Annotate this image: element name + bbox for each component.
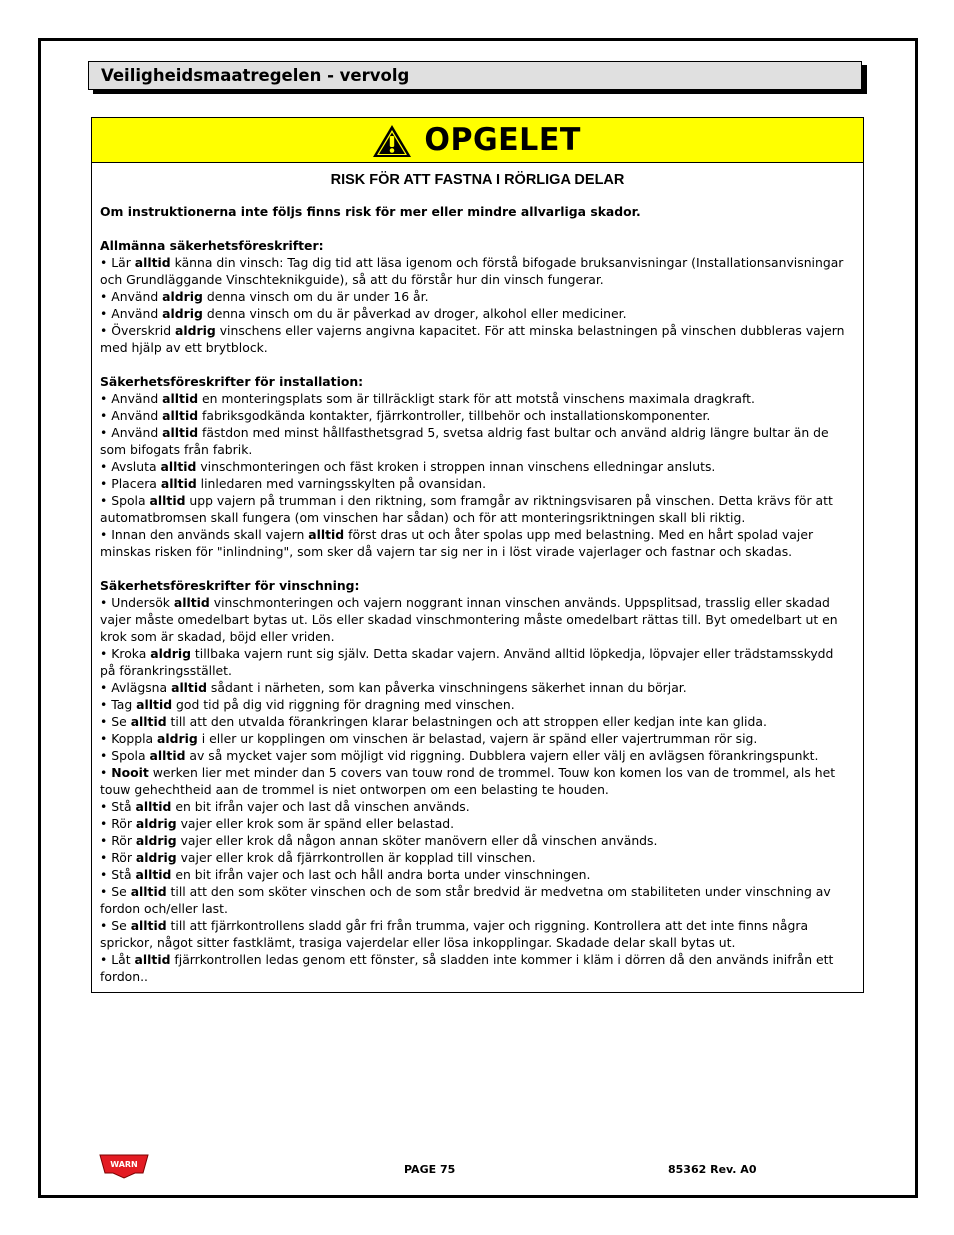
bullet-item	[100, 798, 850, 815]
bullet-item	[100, 305, 850, 322]
bullet-text-post: werken lier met minder dan 5 covers van touw rond de trommel. Touw kon komen los van de trommel, als het touw gehechtheid aan de trommel is niet ontworpen om een belasting te houden.	[100, 765, 836, 797]
bullet-emphasis: alltid	[130, 918, 167, 933]
bullet-text-pre: • Se	[100, 714, 131, 729]
bullet-text-pre: • Spola	[100, 748, 150, 763]
bullet-text-pre: • Använd	[100, 306, 163, 321]
bullet-item	[100, 832, 850, 849]
bullet-item	[100, 883, 850, 917]
warn-logo	[99, 1153, 149, 1179]
section-header	[88, 61, 862, 90]
bullet-text-post: vajer eller krok då någon annan sköter manövern eller då vinschen används.	[176, 833, 658, 848]
bullet-text-post: fästdon med minst hållfasthetsgrad 5, svetsa aldrig fast bultar och använd aldrig längre bultar än de som bifogats från fabrik.	[100, 425, 829, 457]
bullet-text-post: till att fjärrkontrollens sladd går fri från trumma, vajer och riggning. Kontrollera att det inte finns några sprickor, något sitter fastklämt, trasiga vajerdelar eller lösa inkopplingar. Skadade delar skall bytas ut.	[100, 918, 809, 950]
bullet-emphasis: alltid	[134, 255, 171, 270]
bullet-text-pre: • Rör	[100, 833, 136, 848]
bullet-text-pre: • Lär	[100, 255, 135, 270]
bullet-emphasis: aldrig	[162, 289, 203, 304]
bullet-item	[100, 679, 850, 696]
bullet-item	[100, 866, 850, 883]
bullet-text-post: vinschmonteringen och vajern noggrant innan vinschen används. Uppsplitsad, trasslig eller skadad vajer måste omedelbart bytas ut. Lös eller skadad vinschmontering måste omedelbart rättas till. Byt omedelbart ut en krok som är skadad, böjd eller vriden.	[100, 595, 838, 644]
bullet-item	[100, 594, 850, 645]
bullet-emphasis: alltid	[162, 391, 199, 406]
bullet-text-post: linledaren med varningsskylten på ovansidan.	[196, 476, 487, 491]
bullet-text-post: vinschens eller vajerns angivna kapacitet. För att minska belastningen på vinschen dubbleras vajern med hjälp av ett brytblock.	[100, 323, 845, 355]
bullet-item	[100, 492, 850, 526]
bullet-text-post: en monteringsplats som är tillräckligt stark för att motstå vinschens maximala dragkraft.	[198, 391, 755, 406]
bullet-emphasis: alltid	[136, 697, 173, 712]
bullet-emphasis: aldrig	[135, 850, 177, 865]
section-title: Veiligheidsmaatregelen - vervolg	[101, 66, 410, 85]
warning-title: OPGELET	[424, 122, 581, 158]
bullet-text-pre: • Placera	[100, 476, 161, 491]
bullet-text-pre: • Använd	[100, 391, 163, 406]
bullet-text-pre: • Överskrid	[100, 323, 176, 338]
bullet-emphasis: aldrig	[135, 816, 177, 831]
warning-triangle-icon	[372, 124, 412, 158]
bullet-text-post: en bit ifrån vajer och last och håll andra borta under vinschningen.	[171, 867, 591, 882]
bullet-text-post: i eller ur kopplingen om vinschen är belastad, vajern är spänd eller vajertrumman rör sig.	[197, 731, 758, 746]
bullet-item	[100, 696, 850, 713]
bullet-emphasis: alltid	[160, 476, 197, 491]
bullet-emphasis: alltid	[135, 799, 172, 814]
section-heading: Säkerhetsföreskrifter för vinschning:	[100, 578, 360, 593]
bullet-item	[100, 747, 850, 764]
section-heading: Säkerhetsföreskrifter för installation:	[100, 374, 364, 389]
bullet-text-pre: • Se	[100, 884, 131, 899]
bullet-text-pre: • Avlägsna	[100, 680, 172, 695]
bullet-text-post: först dras ut och åter spolas upp med belastning. Med en hårt spolad vajer minskas risken för "inlindning", som sker då vajern tar sig ner in i löst virade vajerlager och fastnar och skadas.	[100, 527, 814, 559]
bullet-text-pre: • Stå	[100, 799, 136, 814]
bullet-item	[100, 390, 850, 407]
bullet-text-pre: • Rör	[100, 850, 136, 865]
bullet-emphasis: aldrig	[135, 833, 177, 848]
bullet-text-pre: • Avsluta	[100, 459, 161, 474]
bullet-item	[100, 730, 850, 747]
bullet-emphasis: alltid	[171, 680, 207, 695]
bullet-item	[100, 645, 850, 679]
bullet-emphasis: alltid	[173, 595, 210, 610]
warning-box	[91, 117, 864, 993]
bullet-item	[100, 475, 850, 492]
bullet-text-post: vajer eller krok som är spänd eller belastad.	[176, 816, 455, 831]
bullet-text-post: upp vajern på trumman i den riktning, som framgår av riktningsvisaren på vinschen. Detta krävs för att automatbromsen skall fungera (om vinschen har sådan) och för att monteringsriktningen skall bli riktig.	[100, 493, 833, 525]
risk-title: RISK FÖR ATT FASTNA I RÖRLIGA DELAR	[330, 172, 625, 188]
bullet-text-post: känna din vinsch: Tag dig tid att läsa igenom och förstå bifogade bruksanvisningar (Installationsanvisningar och Grundläggande Vinschteknikguide), så att du förstår hur din vinsch fungerar.	[100, 255, 844, 287]
bullet-text-pre: • Innan den används skall vajern	[100, 527, 309, 542]
bullet-text-post: tillbaka vajern runt sig själv. Detta skadar vajern. Använd alltid löpkedja, löpvajer eller trädstamsskydd på förankringsstället.	[100, 646, 834, 678]
bullet-text-pre: • Använd	[100, 289, 163, 304]
bullet-text-pre: • Kroka	[100, 646, 151, 661]
bullet-item	[100, 407, 850, 424]
bullet-text-post: till att den som sköter vinschen och de som står bredvid är medvetna om stabiliteten under vinschning av fordon och/eller last.	[100, 884, 831, 916]
svg-text:WARN: WARN	[110, 1160, 138, 1169]
bullet-text-pre: • Spola	[100, 493, 150, 508]
bullet-text-pre: • Undersök	[100, 595, 174, 610]
bullet-text-post: vajer eller krok då fjärrkontrollen är kopplad till vinschen.	[176, 850, 536, 865]
lead-statement: Om instruktionerna inte följs finns risk för mer eller mindre allvarliga skador.	[100, 204, 641, 219]
bullet-text-pre: • Rör	[100, 816, 136, 831]
bullet-text-post: fabriksgodkända kontakter, fjärrkontroller, tillbehör och installationskomponenter.	[198, 408, 711, 423]
bullet-emphasis: Nooit	[111, 765, 149, 780]
bullet-item	[100, 917, 850, 951]
bullet-text-pre: • Koppla	[100, 731, 158, 746]
bullet-text-pre: • Tag	[100, 697, 137, 712]
bullet-item	[100, 713, 850, 730]
bullet-item	[100, 526, 850, 560]
bullet-text-pre: • Använd	[100, 408, 163, 423]
warning-content	[100, 203, 850, 985]
section-heading: Allmänna säkerhetsföreskrifter:	[100, 238, 324, 253]
bullet-item	[100, 849, 850, 866]
bullet-emphasis: alltid	[308, 527, 345, 542]
bullet-emphasis: alltid	[130, 884, 167, 899]
warning-banner	[92, 118, 863, 163]
bullet-text-pre: • Se	[100, 918, 131, 933]
bullet-text-post: fjärrkontrollen ledas genom ett fönster, så sladden inte kommer i kläm i dörren då den används inifrån ett fordon..	[100, 952, 834, 984]
bullet-item	[100, 764, 850, 798]
bullet-text-pre: • Stå	[100, 867, 136, 882]
bullet-emphasis: aldrig	[175, 323, 216, 338]
bullet-item	[100, 424, 850, 458]
bullet-text-post: god tid på dig vid riggning för dragning med vinschen.	[172, 697, 515, 712]
bullet-text-post: av så mycket vajer som möjligt vid riggning. Dubblera vajern eller välj en avlägsen förankringspunkt.	[185, 748, 819, 763]
section-gap	[100, 356, 850, 373]
bullet-emphasis: alltid	[130, 714, 167, 729]
bullet-emphasis: alltid	[149, 493, 186, 508]
bullet-item	[100, 815, 850, 832]
bullet-text-post: denna vinsch om du är påverkad av droger, alkohol eller mediciner.	[202, 306, 627, 321]
section-gap	[100, 560, 850, 577]
bullet-text-pre: •	[100, 765, 112, 780]
bullet-emphasis: aldrig	[150, 646, 191, 661]
bullet-item	[100, 458, 850, 475]
bullet-emphasis: alltid	[160, 459, 197, 474]
bullet-emphasis: alltid	[149, 748, 186, 763]
page-number: PAGE 75	[404, 1163, 456, 1176]
bullet-item	[100, 951, 850, 985]
bullet-emphasis: alltid	[135, 867, 172, 882]
bullet-text-post: denna vinsch om du är under 16 år.	[202, 289, 429, 304]
bullet-text-post: en bit ifrån vajer och last då vinschen används.	[171, 799, 470, 814]
bullet-text-post: till att den utvalda förankringen klarar belastningen och att stroppen eller kedjan inte kan glida.	[166, 714, 767, 729]
revision-label: 85362 Rev. A0	[668, 1163, 757, 1176]
bullet-emphasis: alltid	[162, 408, 199, 423]
bullet-text-pre: • Låt	[100, 952, 135, 967]
bullet-text-post: vinschmonteringen och fäst kroken i stroppen innan vinschens elledningar ansluts.	[196, 459, 716, 474]
bullet-emphasis: alltid	[134, 952, 171, 967]
bullet-emphasis: aldrig	[162, 306, 203, 321]
bullet-item	[100, 288, 850, 305]
bullet-text-post: sådant i närheten, som kan påverka vinschningens säkerhet innan du börjar.	[206, 680, 687, 695]
bullet-item	[100, 254, 850, 288]
bullet-emphasis: alltid	[162, 425, 199, 440]
bullet-item	[100, 322, 850, 356]
bullet-emphasis: aldrig	[157, 731, 198, 746]
bullet-text-pre: • Använd	[100, 425, 163, 440]
